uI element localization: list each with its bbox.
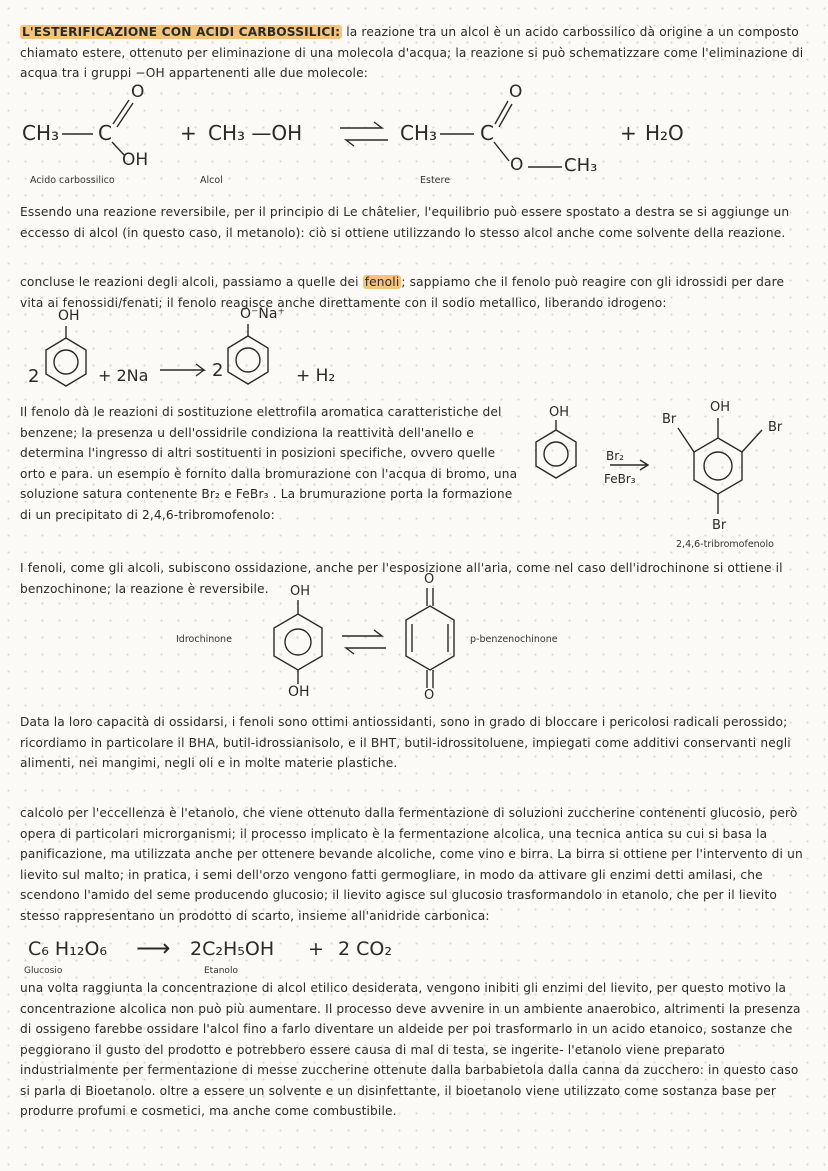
hq-oh-bottom: OH	[288, 684, 310, 700]
ferm-arrow: ⟶	[136, 934, 171, 962]
na-h2: + H₂	[296, 366, 336, 386]
eq-plus-1: +	[180, 121, 197, 145]
brom-reagent-febr3: FeBr₃	[604, 472, 636, 486]
ferm-ethanol: 2C₂H₅OH	[190, 938, 275, 960]
eq-o-acid: O	[131, 82, 145, 102]
na-coef-2: 2	[212, 360, 224, 381]
eq-water: H₂O	[645, 121, 684, 145]
brom-br-bottom: Br	[712, 518, 727, 533]
na-plus-na: + 2Na	[98, 366, 149, 385]
eq-ch3-acid: CH₃	[22, 121, 60, 145]
ossidazione-text: I fenoli, come gli alcoli, subiscono ossidazione, anche per l'esposizione all'aria, come nel caso dell'idrochinone si ottiene il benzochinone; la reazione è reversibile.	[20, 561, 783, 596]
brom-product-oh: OH	[710, 400, 731, 415]
label-alcohol: Alcol	[200, 175, 223, 186]
ferm-co2: 2 CO₂	[338, 938, 392, 960]
bq-o-top: O	[424, 572, 435, 587]
ferm-glucose: C₆ H₁₂O₆	[28, 938, 108, 960]
label-acid: Acido carbossilico	[30, 175, 115, 186]
na-phenoxide: O⁻Na⁺	[240, 306, 285, 322]
label-benzochinone: p-benzenochinone	[470, 634, 558, 645]
eq-o-ester-link: O	[510, 155, 524, 175]
eq-plus-2: +	[620, 121, 637, 145]
esterificazione-title: L'ESTERIFICAZIONE CON ACIDI CARBOSSILICI:	[22, 25, 341, 39]
eq-ch3-methyl: CH₃	[564, 155, 598, 176]
label-idrochinone: Idrochinone	[176, 634, 232, 645]
bromurazione-text: Il fenolo dà le reazioni di sostituzione elettrofila aromatica caratteristiche del benzene; la presenza u dell'ossidrile condiziona la reattività dell'anello e determina l'ingresso di altri sostituenti in posizioni specifiche, ovvero quelle orto e para. un esempio è fornito dalla bromurazione con l'acqua di bromo, una soluzione satura contenente Br₂ e FeBr₃ . La brumurazione porta la formazione di un precipitato di 2,4,6-tribromofenolo:	[20, 405, 518, 522]
eq-methanol: CH₃ —OH	[208, 121, 303, 145]
eq-oh-acid: OH	[122, 150, 149, 170]
eq-o-ester: O	[509, 82, 523, 102]
brom-br-left: Br	[662, 412, 677, 427]
na-coef-1: 2	[28, 366, 40, 387]
eq-c-acid: C	[98, 121, 112, 145]
etanolo-text-2: una volta raggiunta la concentrazione di alcol etilico desiderata, vengono inibiti gli enzimi del lievito, per questo motivo la concentrazione alcolica non può più aumentare. Il processo deve avvenire in un ambiente anaerobico, altrimenti la presenza di ossigeno farebbe ossidare l'alcol fino a farlo diventare un aldeide per poi trasformarlo in un acido etanoico, sostanze che peggiorano il gusto del prodotto e potrebbero essere causa di mal di testa, se ingerite- l'etanolo viene preparato industrialmente per fermentazione di messe zuccherine ottenute dalla barbabietola dalla canna da zucchero: in questo caso si parla di Bioetanolo. oltre a essere un solvente e un disinfettante, il bioetanolo viene utilizzato come sostanza base per produrre profumi e cosmetici, ma anche come combustibile.	[20, 981, 801, 1118]
hq-oh-top: OH	[290, 584, 311, 599]
lechatelier-text: Essendo una reazione reversibile, per il principio di Le châtelier, l'equilibrio può essere spostato a destra se si aggiunge un eccesso di alcol (in questo caso, il metanolo): ciò si ottiene utilizzando lo stesso alcol anche come solvente della reazione.	[20, 205, 790, 240]
label-ester: Estere	[420, 175, 451, 186]
eq-c-ester: C	[480, 121, 494, 145]
fenoli-intro-a: concluse le reazioni degli alcoli, passiamo a quelle dei	[20, 275, 363, 289]
eq-ch3-ester: CH₃	[400, 121, 438, 145]
etanolo-text: calcolo per l'eccellenza è l'etanolo, che viene ottenuto dalla fermentazione di soluzioni zuccherine contenenti glucosio, però opera di particolari microrganismi; il processo implicato è la fermentazione alcolica, una tecnica antica su cui si basa la panificazione, ma utilizzata anche per ottenere bevande alcoliche, come vino e birra. La birra si ottiene per l'intervento di un lievito sul malto; in pratica, i semi dell'orzo vengono fatti germogliare, in modo da attivare gli enzimi detti amilasi, che scendono l'amido del seme producendo glucosio; il lievito agisce sul glucosio trasformandolo in etanolo, che per il lievito stesso rappresentano un prodotto di scarto, insieme all'anidride carbonica:	[20, 806, 803, 923]
fenoli-highlight: fenoli	[364, 275, 400, 289]
brom-product-label: 2,4,6-tribromofenolo	[676, 539, 774, 550]
antiossidanti-text: Data la loro capacità di ossidarsi, i fenoli sono ottimi antiossidanti, sono in grado di bloccare i pericolosi radicali perossido; ricordiamo in particolare il BHA, butil-idrossianisolo, e il BHT, butil-idrossitoluene, impiegati come additivi conservanti negli alimenti, nei mangimi, negli oli e in molte materie plastiche.	[20, 715, 791, 770]
brom-br-right: Br	[768, 420, 783, 435]
ferm-plus: +	[308, 938, 324, 960]
bq-o-bottom: O	[424, 688, 435, 703]
brom-reagent-br2: Br₂	[606, 449, 624, 463]
label-glucose: Glucosio	[24, 966, 63, 976]
esterificazione-intro-text: la reazione tra un alcol è un acido carbossilico dà origine a un composto chiamato estere, ottenuto per eliminazione di una molecola d'acqua; la reazione si può schematizzare come l'eliminazione di acqua tra i gruppi −OH appartenenti alle due molecole:	[20, 25, 804, 80]
fenoli-intro-b: ; sappiamo che il fenolo può reagire con gli idrossidi per dare vita ai fenossidi/fenati; il fenolo reagisce anche direttamente con il sodio metallico, liberando idrogeno:	[20, 275, 785, 310]
brom-oh: OH	[549, 405, 570, 420]
label-ethanol: Etanolo	[204, 966, 238, 976]
na-oh: OH	[58, 308, 80, 324]
